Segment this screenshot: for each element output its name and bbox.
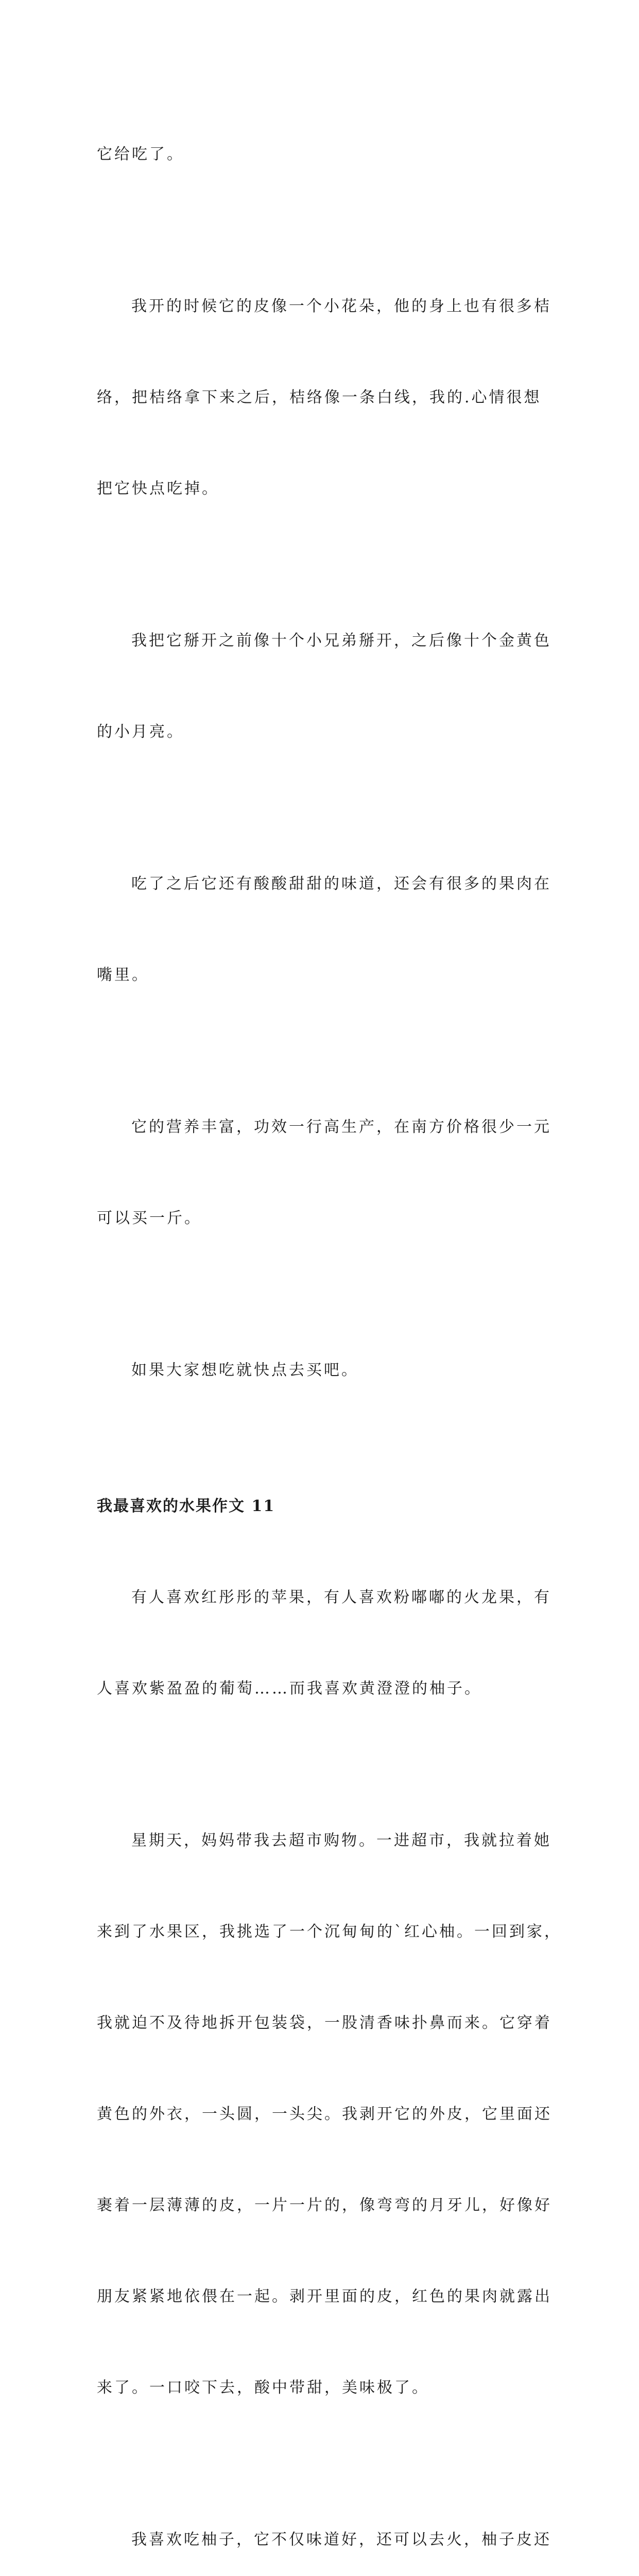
text-line: 我把它掰开之前像十个小兄弟掰开，之后像十个金黄色: [131, 632, 551, 650]
text-line: 有人喜欢红彤彤的苹果，有人喜欢粉嘟嘟的火龙果，有: [131, 1588, 551, 1606]
text-line: 吃了之后它还有酸酸甜甜的味道，还会有很多的果肉在: [131, 875, 551, 893]
paragraph: [97, 1051, 551, 1294]
section-spacer: [97, 1446, 544, 1491]
text-line: 可以买一斤。: [97, 1209, 202, 1227]
text-line: 黄色的外衣，一头圆，一头尖。我剥开它的外皮，它里面还: [97, 2105, 552, 2123]
essay-title: 我最喜欢的水果作文 11: [97, 1497, 275, 1515]
text-line: 它给吃了。: [97, 145, 184, 163]
text-line: 它的营养丰富，功效一行高生产，在南方价格很少一元: [131, 1118, 551, 1136]
text-line: 把它快点吃掉。: [97, 480, 219, 498]
text-line: 朋友紧紧地依偎在一起。剥开里面的皮，红色的果肉就露出: [97, 2287, 552, 2306]
text-line: 如果大家想吃就快点去买吧。: [131, 1361, 359, 1379]
text-line: 我开的时候它的皮像一个小花朵，他的身上也有很多桔: [131, 297, 551, 315]
text-line: 的小月亮。: [97, 723, 184, 741]
text-line: 我喜欢吃柚子，它不仅味道好，还可以去火，柚子皮还: [131, 2531, 551, 2549]
paragraph: [97, 1765, 562, 2464]
text-line: 嘴里。: [97, 966, 149, 984]
paragraph: [97, 1521, 551, 1765]
document-body: [97, 78, 562, 2576]
paragraph: [97, 230, 551, 565]
paragraph: [97, 1294, 544, 1446]
paragraph: [97, 565, 551, 808]
text-line: 我就迫不及待地拆开包装袋，一股清香味扑鼻而来。它穿着: [97, 2014, 552, 2032]
continuation-paragraph: [97, 78, 544, 230]
text-line: 星期天，妈妈带我去超市购物。一进超市，我就拉着她: [131, 1832, 551, 1850]
paragraph: [97, 2464, 551, 2576]
text-line: 络，把桔络拿下来之后，桔络像一条白线，我的.心情很想: [97, 388, 542, 406]
text-line: 来了。一口咬下去，酸中带甜，美味极了。: [97, 2379, 429, 2397]
paragraph: [97, 808, 551, 1051]
text-line: 人喜欢紫盈盈的葡萄……而我喜欢黄澄澄的柚子。: [97, 1680, 482, 1698]
text-line: 裹着一层薄薄的皮，一片一片的，像弯弯的月牙儿，好像好: [97, 2196, 552, 2214]
text-line: 来到了水果区，我挑选了一个沉甸甸的`红心柚。一回到家，: [97, 1923, 562, 1941]
